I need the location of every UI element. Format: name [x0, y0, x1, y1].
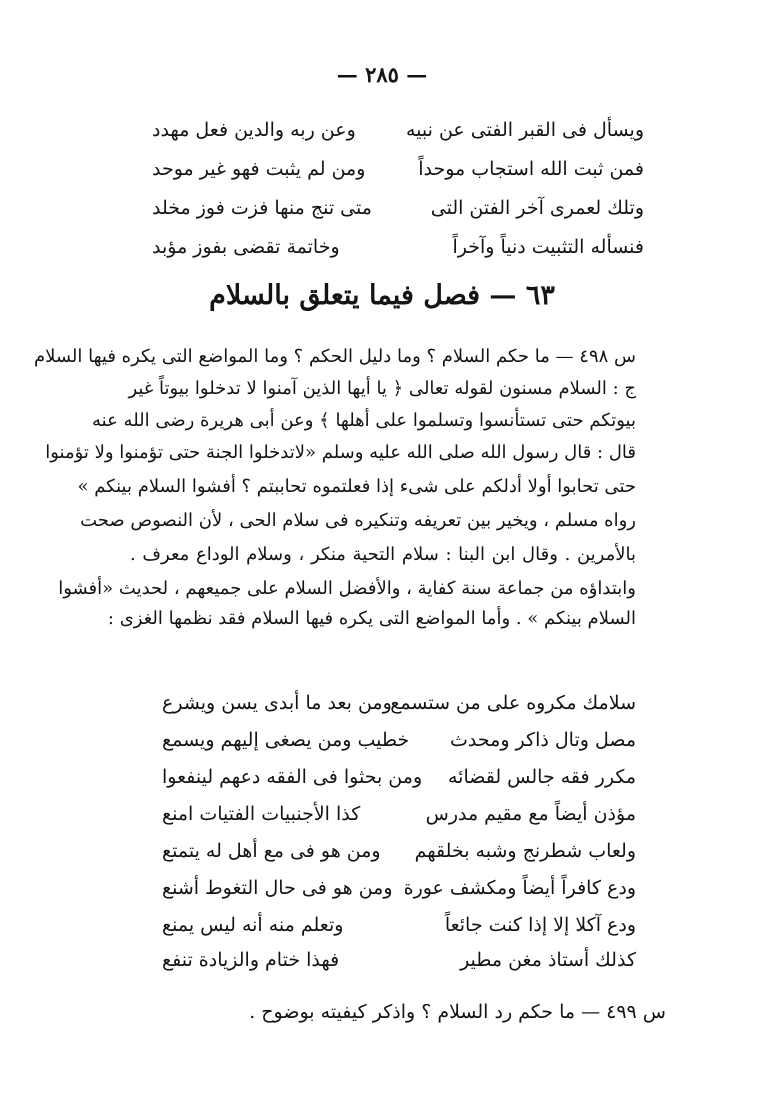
verse-hemistich-left: فهذا ختام والزيادة تنفع: [162, 949, 340, 971]
verse-hemistich-right: مصل وتال ذاكر ومحدث: [450, 729, 636, 751]
verse-hemistich-left: خطيب ومن يصغى إليهم ويسمع: [162, 729, 410, 751]
prose-line: ج : السلام مسنون لقوله تعالى ﴿ يا أيها الذين آمنوا لا تدخلوا بيوتاً غير: [128, 378, 636, 399]
verse-hemistich-right: فمن ثبت الله استجاب موحداً: [418, 158, 644, 180]
verse-hemistich-right: مكرر فقه جالس لقضائه: [447, 766, 636, 788]
prose-line: رواه مسلم ، ويخير بين تعريفه وتنكيره فى سلام الحى ، لأن النصوص صحت: [80, 510, 636, 531]
prose-line: قال : قال رسول الله صلى الله عليه وسلم «لاتدخلوا الجنة حتى تؤمنوا ولا تؤمنوا: [45, 442, 636, 463]
verse-line: [0, 684, 764, 722]
verse-hemistich-left: وخاتمة تقضى بفوز مؤبد: [152, 236, 340, 258]
verse-line: [0, 228, 764, 266]
verse-hemistich-right: وتلك لعمرى آخر الفتن التى: [430, 197, 644, 219]
verse-line: [0, 869, 764, 907]
verse-hemistich-left: متى تنج منها فزت فوز مخلد: [152, 197, 372, 219]
verse-hemistich-right: مؤذن أيضاً مع مقيم مدرس: [425, 803, 636, 825]
section-heading: ٦٣ — فصل فيما يتعلق بالسلام: [209, 280, 555, 311]
verse-line: [0, 758, 764, 796]
verse-line: [0, 832, 764, 870]
prose-line: وابتداؤه من جماعة سنة كفاية ، والأفضل السلام على جميعهم ، لحديث «أفشوا: [58, 578, 636, 599]
prose-line: بيوتكم حتى تستأنسوا وتسلموا على أهلها ﴾ وعن أبى هريرة رضى الله عنه: [92, 410, 636, 431]
verse-hemistich-right: ولعاب شطرنج وشبه بخلقهم: [414, 840, 636, 862]
verse-hemistich-right: سلامك مكروه على من ستسمع: [390, 692, 636, 714]
verse-hemistich-left: وعن ربه والدين فعل مهدد: [152, 119, 356, 141]
verse-hemistich-left: ومن هو فى حال التغوط أشنع: [162, 877, 393, 899]
prose-line: بالأمرين . وقال ابن البنا : سلام التحية منكر ، وسلام الوداع معرف .: [130, 544, 636, 565]
verse-line: [0, 795, 764, 833]
verse-hemistich-left: ومن بعد ما أبدى يسن ويشرع: [162, 692, 392, 714]
verse-hemistich-right: ودع آكلا إلا إذا كنت جائعاً: [444, 914, 636, 936]
prose-line: حتى تحابوا أولا أدلكم على شىء إذا فعلتموه تحاببتم ؟ أفشوا السلام بينكم »: [77, 476, 636, 497]
verse-line: [0, 906, 764, 944]
verse-hemistich-left: وتعلم منه أنه ليس يمنع: [162, 914, 344, 936]
prose-line: س ٤٩٨ — ما حكم السلام ؟ وما دليل الحكم ؟ وما المواضع التى يكره فيها السلام: [33, 346, 636, 367]
prose-line: السلام بينكم » . وأما المواضع التى يكره فيها السلام فقد نظمها الغزى :: [107, 608, 636, 629]
verse-line: [0, 111, 764, 149]
page-number: — ٢٨٥ —: [336, 62, 428, 87]
verse-line: [0, 721, 764, 759]
verse-hemistich-right: فنسأله التثبيت دنياً وآخراً: [452, 236, 644, 258]
verse-hemistich-left: ومن هو فى مع أهل له يتمتع: [162, 840, 381, 862]
next-question: س ٤٩٩ — ما حكم رد السلام ؟ واذكر كيفيته بوضوح .: [249, 1001, 666, 1023]
verse-line: [0, 189, 764, 227]
verse-hemistich-right: ويسأل فى القبر الفتى عن نبيه: [405, 119, 644, 141]
verse-line: [0, 150, 764, 188]
verse-hemistich-left: ومن لم يثبت فهو غير موحد: [152, 158, 366, 180]
verse-hemistich-left: ومن بحثوا فى الفقه دعهم لينفعوا: [162, 766, 423, 788]
verse-hemistich-left: كذا الأجنبيات الفتيات امنع: [162, 803, 361, 825]
verse-line: [0, 941, 764, 979]
verse-hemistich-right: كذلك أستاذ مغن مطير: [460, 949, 636, 971]
verse-hemistich-right: ودع كافراً أيضاً ومكشف عورة: [403, 877, 636, 899]
